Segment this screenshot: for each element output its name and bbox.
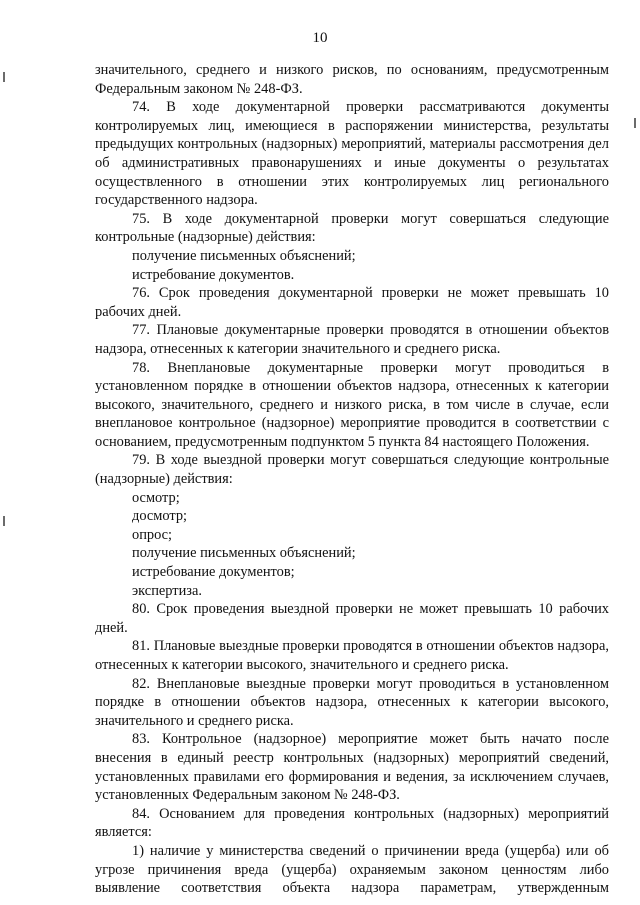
list-item: осмотр;	[132, 489, 180, 506]
left-edge-mark	[3, 516, 5, 526]
left-edge-mark	[3, 72, 5, 82]
paragraph-75: 75. В ходе документарной проверки могут совершаться следующие контрольные (надзорные) действия:	[95, 210, 609, 246]
list-item: экспертиза.	[132, 582, 202, 599]
right-edge-mark	[634, 118, 636, 128]
paragraph-76: 76. Срок проведения документарной проверки не может превышать 10 рабочих дней.	[95, 285, 609, 320]
paragraph-80: 80. Срок проведения выездной проверки не может превышать 10 рабочих дней.	[95, 601, 609, 636]
paragraph-82: 82. Внеплановые выездные проверки могут проводиться в установленном порядке в отношении объектов надзора, отнесенных к категории высокого, значительного и среднего риска.	[95, 675, 609, 729]
paragraph-79: 79. В ходе выездной проверки могут совершаться следующие контрольные (надзорные) действия:	[95, 452, 609, 488]
paragraph-81: 81. Плановые выездные проверки проводятся в отношении объектов надзора, отнесенных к категории высокого, значительного и среднего риска.	[95, 638, 609, 673]
list-item: досмотр;	[132, 508, 188, 525]
list-item: получение письменных объяснений;	[132, 545, 356, 562]
list-item: истребование документов.	[132, 266, 295, 283]
paragraph-continuation: значительного, среднего и низкого рисков, по основаниям, предусмотренным Федеральным законом № 248-ФЗ.	[95, 62, 609, 97]
paragraph-84-subitem-1: 1) наличие у министерства сведений о причинении вреда (ущерба) или об угрозе причинения вреда (ущерба) охраняемым законом ценностям либо выявление соответствия объекта надзора параметрам, утвержденным	[95, 842, 609, 897]
paragraph-77: 77. Плановые документарные проверки проводятся в отношении объектов надзора, отнесенных к категории значительного и среднего риска.	[95, 322, 609, 357]
list-item: получение письменных объяснений;	[132, 247, 356, 264]
paragraph-78: 78. Внеплановые документарные проверки могут проводиться в установленном порядке в отношении объектов надзора, отнесенных к категории высокого, значительного, среднего и низкого риска, в том числе в случае, если внеплановое контрольное (надзорное) мероприятие проводится в соответствии с основанием, предусмотренным подпунктом 5 пункта 84 настоящего Положения.	[95, 359, 609, 450]
document-body	[95, 61, 609, 898]
list-item: опрос;	[132, 526, 173, 543]
page-number: 10	[312, 30, 328, 46]
paragraph-83: 83. Контрольное (надзорное) мероприятие может быть начато после внесения в единый реестр контрольных (надзорных) мероприятий сведений, установленных правилами его формирования и ведения, за исключением случаев, установленных Федеральным законом № 248-ФЗ.	[95, 731, 609, 804]
paragraph-84: 84. Основанием для проведения контрольных (надзорных) мероприятий является:	[95, 805, 609, 841]
list-item: истребование документов;	[132, 564, 295, 581]
paragraph-74: 74. В ходе документарной проверки рассматриваются документы контролируемых лиц, имеющиеся в распоряжении министерства, результаты предыдущих контрольных (надзорных) мероприятий, материалы рассмотрения дел об административных правонарушениях и иные документы о результатах осуществленного в отношении этих контролируемых лиц регионального государственного надзора.	[95, 99, 609, 209]
